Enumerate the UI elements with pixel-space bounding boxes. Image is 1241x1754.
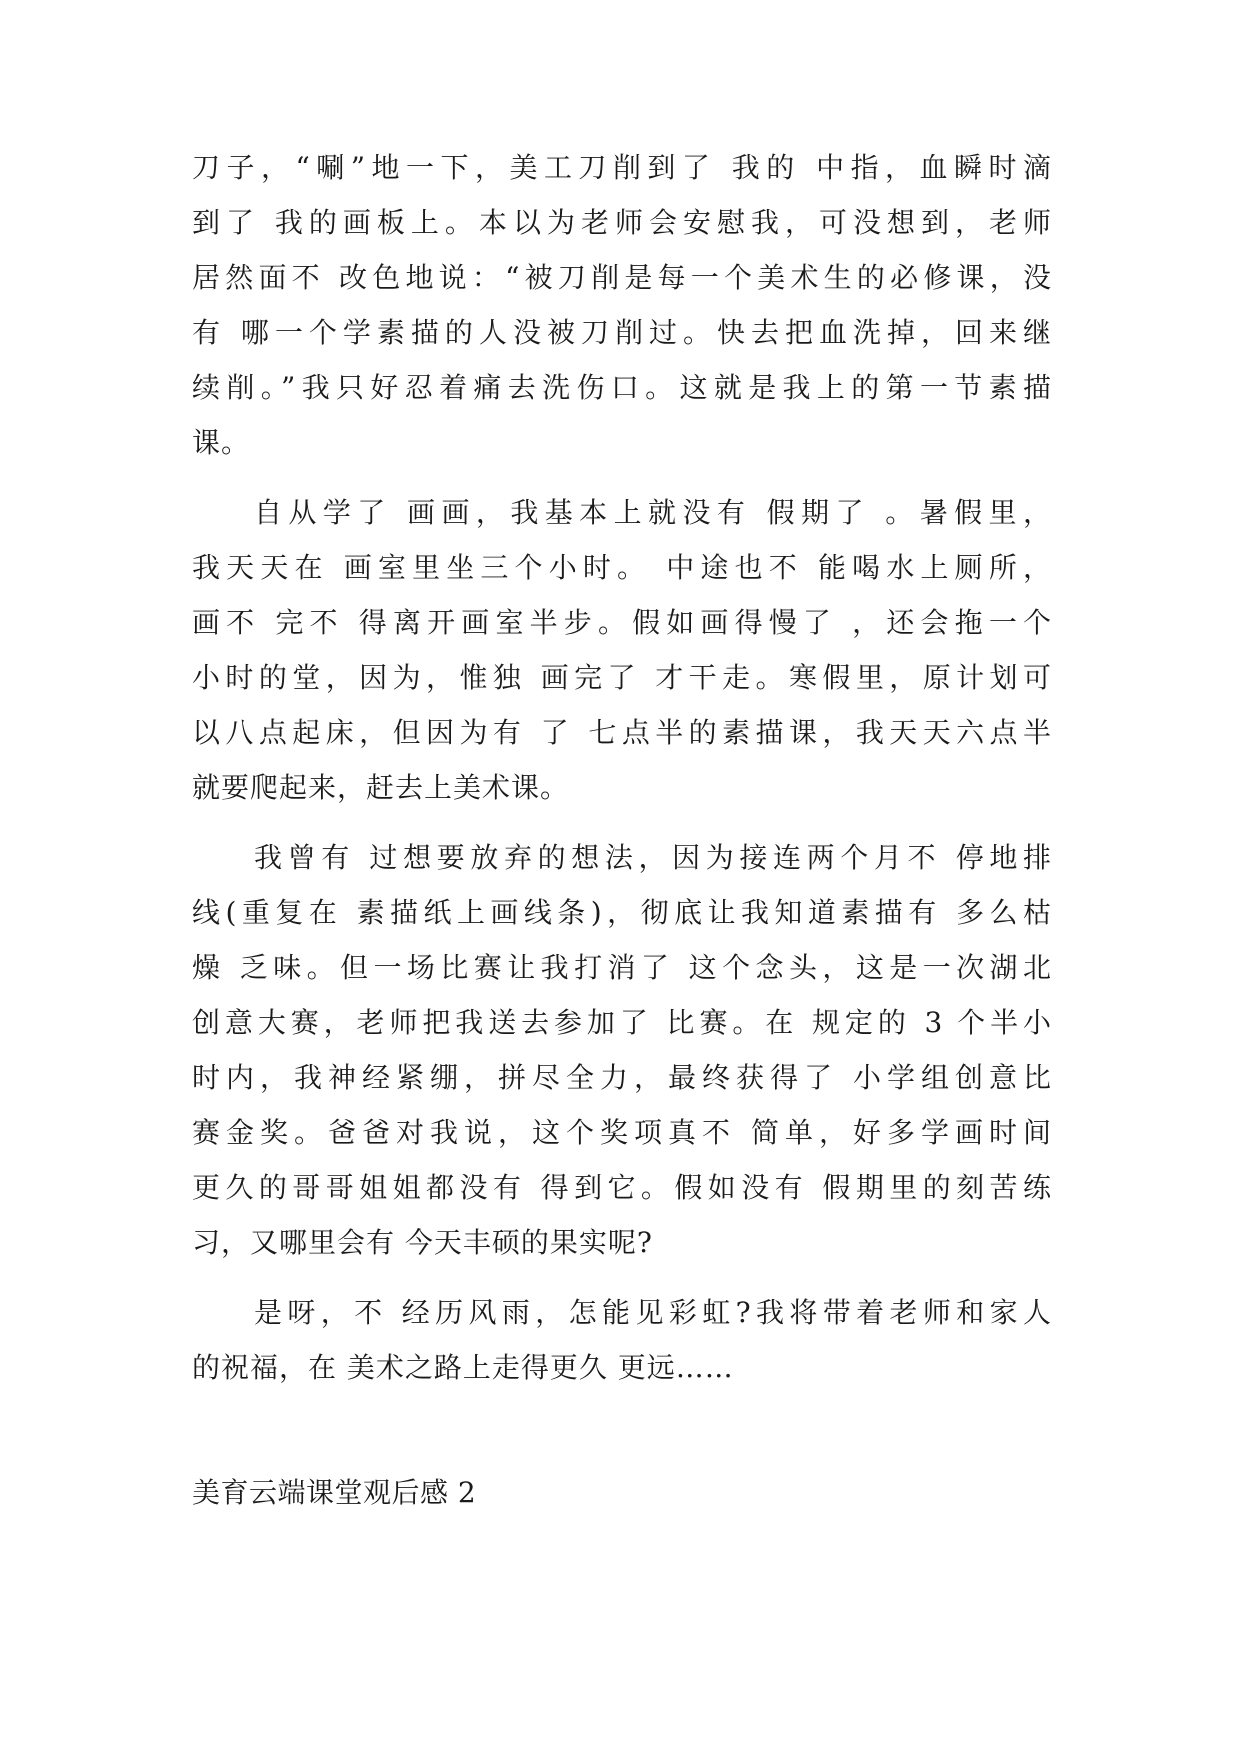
- text-line: 到了 我的画板上。本以为老师会安慰我，可没想到，老师: [192, 206, 1052, 239]
- section-heading: 美育云端课堂观后感 2: [192, 1476, 477, 1509]
- text-line: 赛金奖。爸爸对我说，这个奖项真不 简单，好多学画时间: [192, 1116, 1052, 1149]
- text-line: 线(重复在 素描纸上画线条)，彻底让我知道素描有 多么枯: [192, 896, 1052, 929]
- text-line: 我曾有 过想要放弃的想法，因为接连两个月不 停地排: [254, 841, 1052, 874]
- text-line: 创意大赛，老师把我送去参加了 比赛。在 规定的 3 个半小: [192, 1006, 1052, 1039]
- text-line: 习，又哪里会有 今天丰硕的果实呢?: [192, 1226, 653, 1259]
- text-line: 更久的哥哥姐姐都没有 得到它。假如没有 假期里的刻苦练: [192, 1171, 1052, 1204]
- text-line: 刀子，“唰”地一下，美工刀削到了 我的 中指，血瞬时滴: [192, 151, 1052, 184]
- text-line: 有 哪一个学素描的人没被刀削过。快去把血洗掉，回来继: [192, 316, 1052, 349]
- text-line: 画不 完不 得离开画室半步。假如画得慢了 ，还会拖一个: [192, 606, 1052, 639]
- text-line: 时内，我神经紧绷，拼尽全力，最终获得了 小学组创意比: [192, 1061, 1052, 1094]
- text-line: 课。: [192, 426, 251, 459]
- text-line: 居然面不 改色地说：“被刀削是每一个美术生的必修课，没: [192, 261, 1052, 294]
- text-line: 的祝福，在 美术之路上走得更久 更远……: [192, 1351, 734, 1384]
- text-line: 续削。”我只好忍着痛去洗伤口。这就是我上的第一节素描: [192, 371, 1052, 404]
- text-line: 小时的堂，因为，惟独 画完了 才干走。寒假里，原计划可: [192, 661, 1052, 694]
- text-line: 我天天在 画室里坐三个小时。 中途也不 能喝水上厕所，: [192, 551, 1052, 584]
- text-line: 是呀，不 经历风雨，怎能见彩虹?我将带着老师和家人: [254, 1296, 1052, 1329]
- text-line: 就要爬起来，赶去上美术课。: [192, 771, 570, 804]
- text-line: 以八点起床，但因为有 了 七点半的素描课，我天天六点半: [192, 716, 1052, 749]
- text-line: 自从学了 画画，我基本上就没有 假期了 。暑假里，: [254, 496, 1052, 529]
- text-line: 燥 乏味。但一场比赛让我打消了 这个念头，这是一次湖北: [192, 951, 1052, 984]
